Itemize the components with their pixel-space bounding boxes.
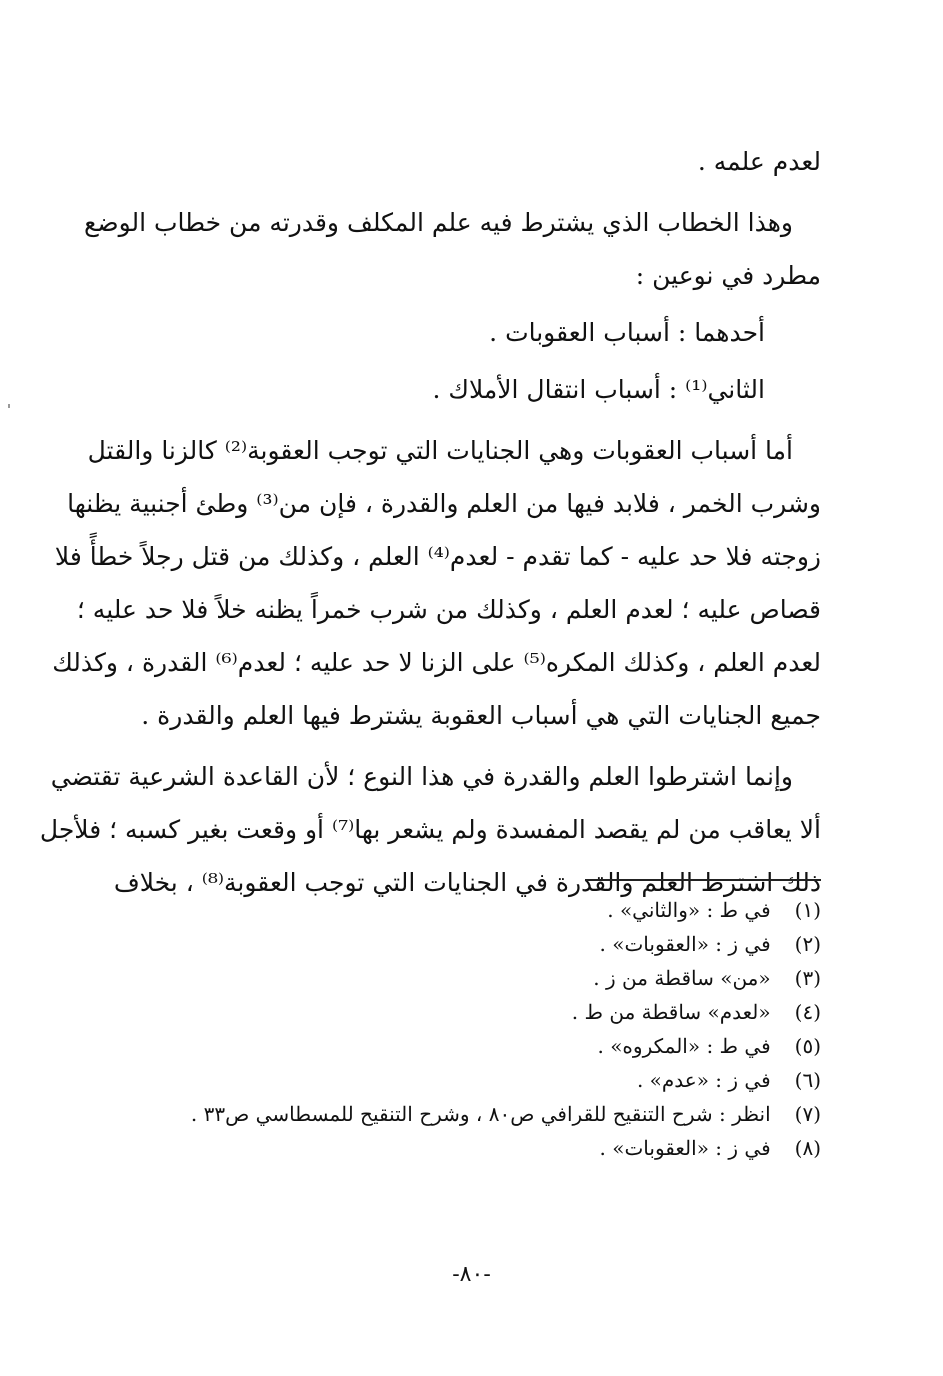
text-line: لعدم العلم ، وكذلك المكره⁽⁵⁾ على الزنا لا حد عليه ؛ لعدم⁽⁶⁾ القدرة ، وكذلك (52, 648, 821, 677)
footnote-text: في ط : «والثاني» . (607, 898, 771, 922)
footnote (121, 995, 821, 1029)
footnote-text: في ز : «العقوبات» . (599, 1136, 771, 1160)
footnote-number: (٥) (794, 1034, 821, 1058)
footnote-number: (٨) (794, 1136, 821, 1160)
page-number: -٨٠- (452, 1262, 491, 1287)
footnotes (121, 893, 821, 1165)
text-line: أما أسباب العقوبات وهي الجنايات التي توجب العقوبة⁽²⁾ كالزنا والقتل (87, 436, 793, 465)
scan-margin-mark (8, 404, 10, 408)
footnote-text: في ز : «العقوبات» . (599, 932, 771, 956)
footnote-number: (١) (794, 898, 821, 922)
footnote (121, 1097, 821, 1131)
footnote-text: «من» ساقطة من ز . (593, 966, 771, 990)
footnote-number: (٢) (794, 932, 821, 956)
main-text (39, 135, 821, 909)
text-line: ألا يعاقب من لم يقصد المفسدة ولم يشعر بها⁽⁷⁾ أو وقعت بغير كسبه ؛ فلأجل (39, 815, 821, 844)
text-line: وشرب الخمر ، فلابد فيها من العلم والقدرة ، فإن من⁽³⁾ وطئ أجنبية يظنها (67, 489, 821, 518)
footnote-text: في ز : «عدم» . (636, 1068, 771, 1092)
text-line: وإنما اشترطوا العلم والقدرة في هذا النوع ؛ لأن القاعدة الشرعية تقتضي (50, 762, 793, 791)
footnote-number: (٣) (794, 966, 821, 990)
footnote (121, 927, 821, 961)
footnote-separator (585, 879, 821, 881)
text-line: جميع الجنايات التي هي أسباب العقوبة يشترط فيها العلم والقدرة . (141, 701, 821, 730)
text-line: قصاص عليه ؛ لعدم العلم ، وكذلك من شرب خمراً يظنه خلاً فلا حد عليه ؛ (76, 595, 821, 624)
text-line: وهذا الخطاب الذي يشترط فيه علم المكلف وقدرته من خطاب الوضع (84, 208, 793, 237)
text-line: مطرد في نوعين : (635, 261, 821, 290)
footnote (121, 1029, 821, 1063)
text-line: ذلك اشترط العلم والقدرة في الجنايات التي توجب العقوبة⁽⁸⁾ ، بخلاف (113, 868, 821, 897)
footnote-number: (٦) (794, 1068, 821, 1092)
text-line: الثاني⁽¹⁾ : أسباب انتقال الأملاك . (432, 375, 765, 404)
footnote-number: (٤) (794, 1000, 821, 1024)
text-line: لعدم علمه . (697, 147, 821, 176)
footnote (121, 893, 821, 927)
footnote (121, 1063, 821, 1097)
footnote-text: في ط : «المكروه» . (597, 1034, 771, 1058)
footnote (121, 1131, 821, 1165)
footnote-number: (٧) (794, 1102, 821, 1126)
footnote-text: انظر : شرح التنقيح للقرافي ص٨٠ ، وشرح التنقيح للمسطاسي ص٣٣ . (190, 1102, 771, 1126)
text-line: أحدهما : أسباب العقوبات . (489, 318, 765, 347)
text-line: زوجته فلا حد عليه - كما تقدم - لعدم⁽⁴⁾ العلم ، وكذلك من قتل رجلاً خطأً فلا (54, 542, 821, 571)
footnote-text: «لعدم» ساقطة من ط . (571, 1000, 771, 1024)
footnote (121, 961, 821, 995)
